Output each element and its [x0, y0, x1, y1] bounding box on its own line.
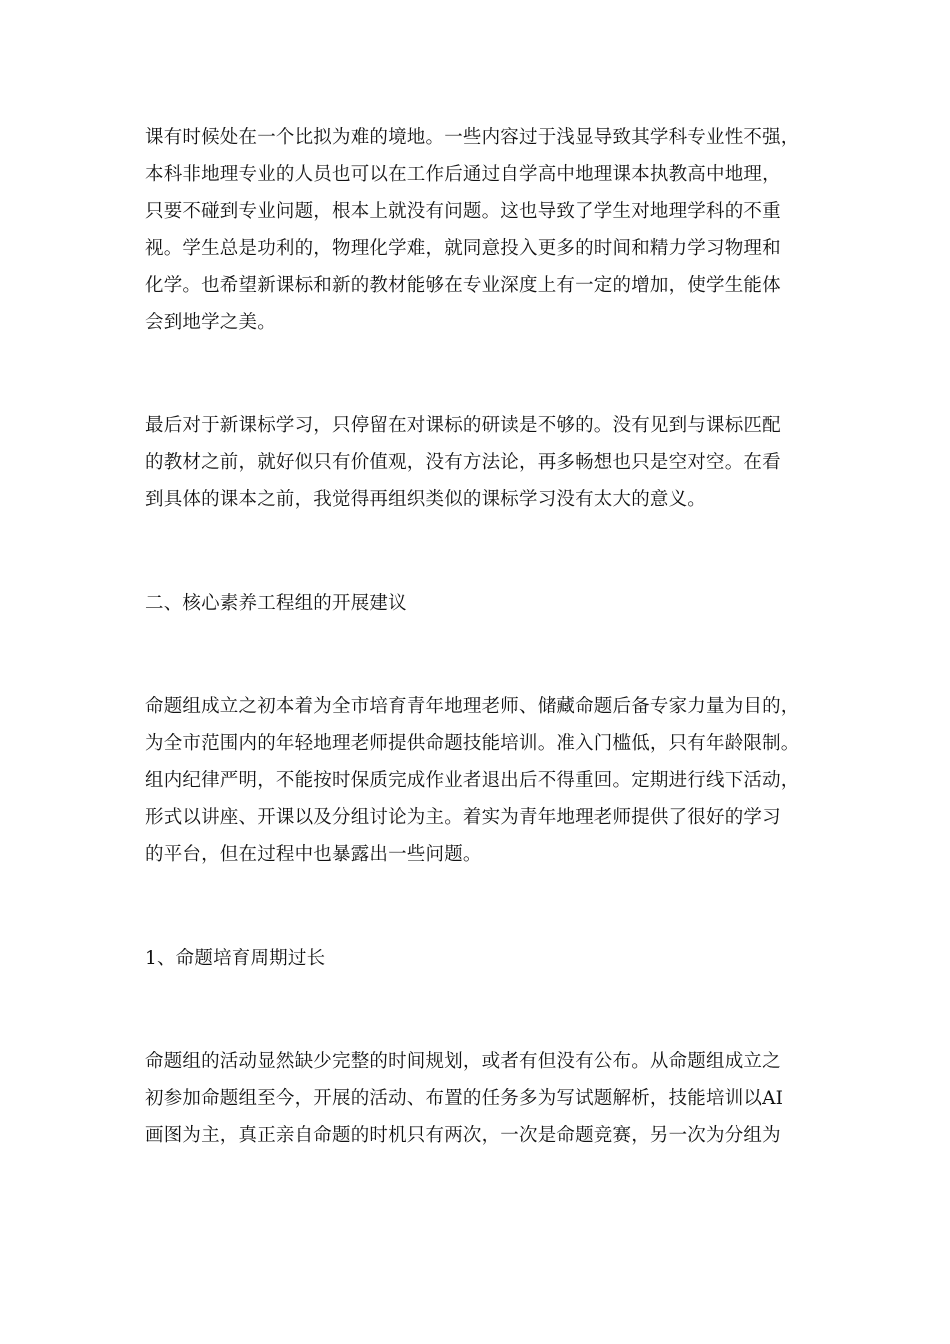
text-line: 视。学生总是功利的，物理化学难，就同意投入更多的时间和精力学习物理和 — [145, 238, 781, 259]
text-line: 化学。也希望新课标和新的教材能够在专业深度上有一定的增加，使学生能体 — [145, 275, 781, 296]
section-heading: 二、核心素养工程组的开展建议 — [145, 593, 407, 614]
text-line: 初参加命题组至今，开展的活动、布置的任务多为写试题解析，技能培训以AI — [145, 1088, 784, 1109]
text-line: 命题组的活动显然缺少完整的时间规划，或者有但没有公布。从命题组成立之 — [145, 1051, 781, 1072]
text-line: 为全市范围内的年轻地理老师提供命题技能培训。准入门槛低，只有年龄限制。 — [145, 733, 800, 754]
text-line: 课有时候处在一个比拟为难的境地。一些内容过于浅显导致其学科专业性不强， — [145, 127, 800, 148]
text-line: 最后对于新课标学习，只停留在对课标的研读是不够的。没有见到与课标匹配 — [145, 415, 781, 436]
text-line: 本科非地理专业的人员也可以在工作后通过自学高中地理课本执教高中地理， — [145, 164, 781, 185]
text-line: 画图为主，真正亲自命题的时机只有两次，一次是命题竞赛，另一次为分组为 — [145, 1125, 781, 1146]
subsection-heading: 1、命题培育周期过长 — [145, 948, 326, 969]
text-line: 只要不碰到专业问题，根本上就没有问题。这也导致了学生对地理学科的不重 — [145, 201, 781, 222]
text-line: 形式以讲座、开课以及分组讨论为主。着实为青年地理老师提供了很好的学习 — [145, 807, 781, 828]
text-line: 命题组成立之初本着为全市培育青年地理老师、储藏命题后备专家力量为目的， — [145, 696, 800, 717]
text-line: 的平台，但在过程中也暴露出一些问题。 — [145, 844, 482, 865]
text-line: 会到地学之美。 — [145, 312, 276, 333]
text-line: 的教材之前，就好似只有价值观，没有方法论，再多畅想也只是空对空。在看 — [145, 452, 781, 473]
text-line: 组内纪律严明，不能按时保质完成作业者退出后不得重回。定期进行线下活动， — [145, 770, 800, 791]
text-line: 到具体的课本之前，我觉得再组织类似的课标学习没有太大的意义。 — [145, 489, 707, 510]
